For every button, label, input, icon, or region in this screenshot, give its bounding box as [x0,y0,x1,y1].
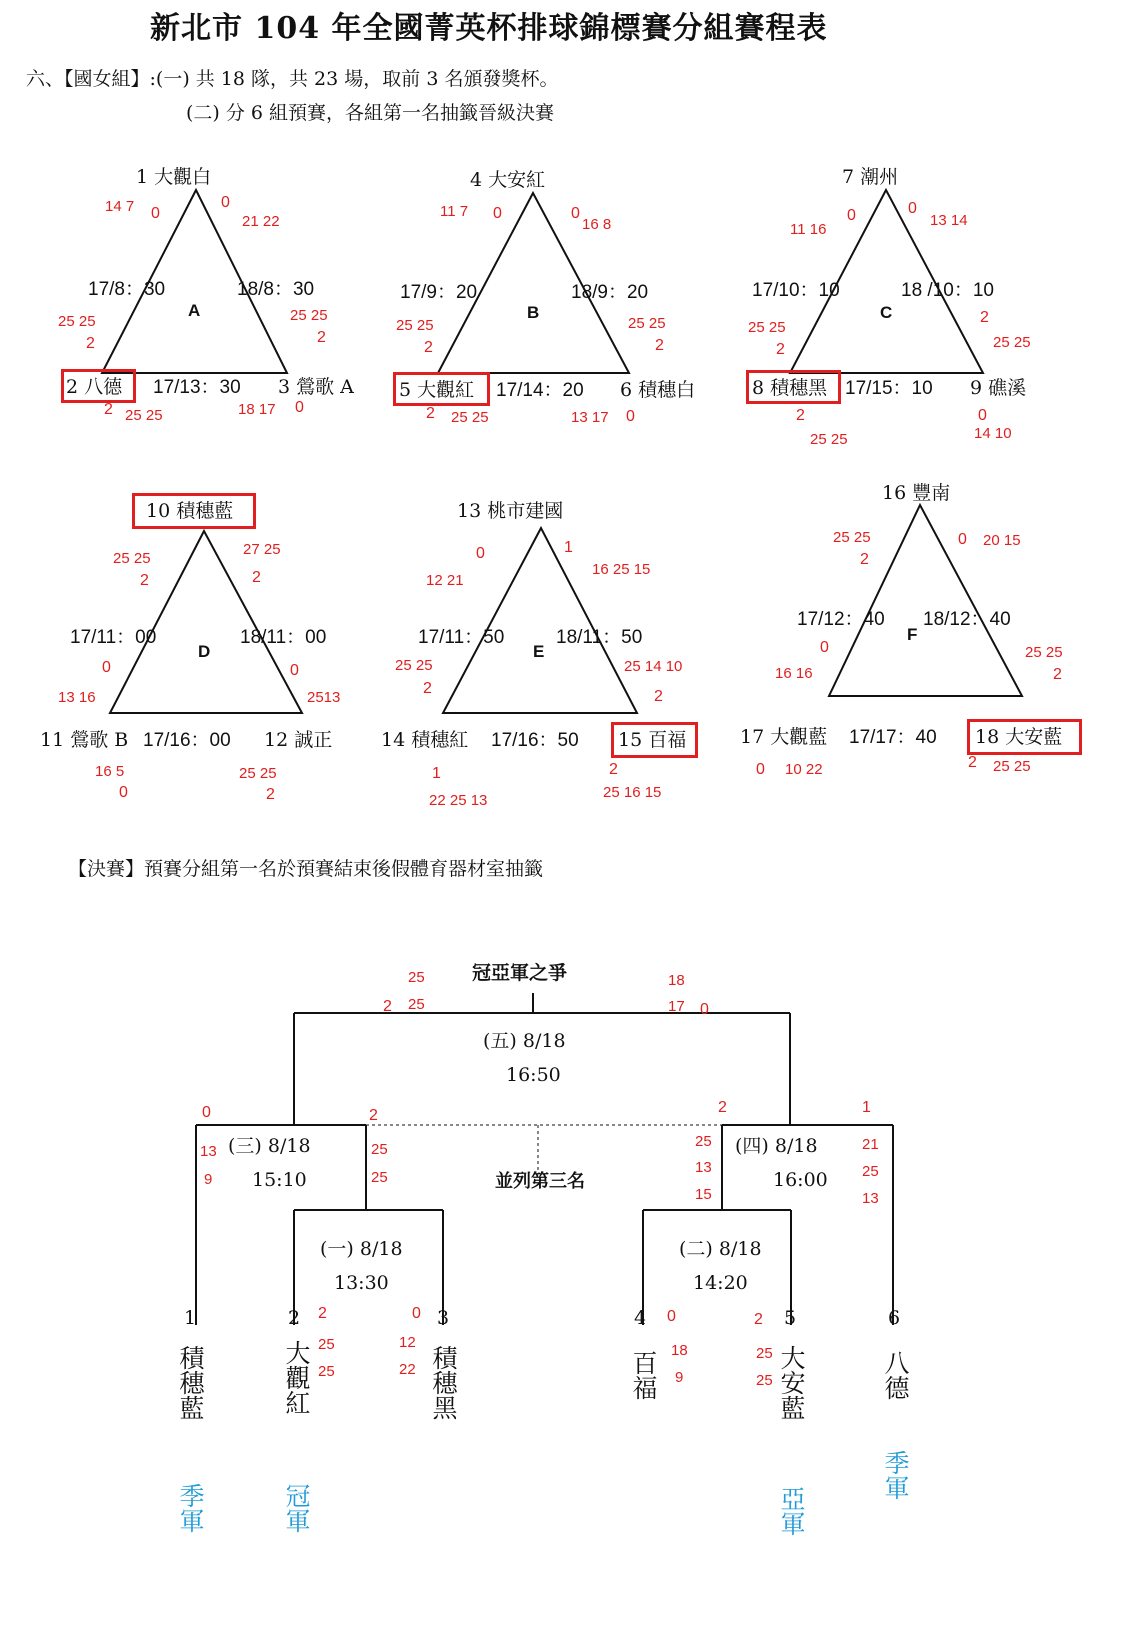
score: 25 [318,1336,335,1353]
score: 25 25 [113,550,151,567]
score: 25 25 [1025,644,1063,661]
group-e-winner-box [611,722,698,758]
score: 27 25 [243,541,281,558]
score: 0 [221,194,230,211]
score: 25 25 [628,315,666,332]
group-f-time-left: 17/12：40 [797,609,885,630]
score: 0 [667,1308,676,1325]
group-b-time-left: 17/9：20 [400,282,478,303]
group-e-left-team: 14 積穗紅 [381,729,469,751]
score: 25 25 [395,657,433,674]
slot-6-award: 季軍 [881,1450,910,1500]
score: 2 [252,569,261,586]
score: 2 [266,786,275,803]
slot-5-number: 5 [784,1307,797,1329]
score: 13 [862,1190,879,1207]
score: 25 [318,1363,335,1380]
score: 1 [432,765,441,782]
match-5-time: 16:50 [506,1064,561,1086]
score: 0 [820,639,829,656]
score: 2 [980,309,989,326]
score: 11 7 [440,203,469,220]
group-d-time-right: 18/11：00 [240,627,327,648]
score: 16 8 [582,216,612,233]
score: 2 [654,688,663,705]
score: 0 [476,545,485,562]
score: 9 [675,1369,684,1386]
group-d-time-bottom: 17/16：00 [143,730,231,751]
group-c-time-left: 17/10：10 [752,280,840,301]
group-a-top-team: 1 大觀白 [136,166,212,188]
score: 2 [1053,666,1062,683]
slot-2-award: 冠軍 [282,1483,311,1533]
score: 2513 [307,689,341,706]
group-a-left-team: 2 八德 [66,376,123,398]
group-d-right-team: 12 誠正 [264,729,333,751]
score: 0 [202,1104,211,1121]
score: 2 [318,1305,327,1322]
finals-note: 【決賽】預賽分組第一名於預賽結束後假體育器材室抽籤 [68,858,544,880]
group-f-left-team: 17 大觀藍 [740,726,828,748]
score: 2 [968,754,977,771]
score: 17 [668,998,685,1015]
match-4-time: 16:00 [773,1169,828,1191]
group-b-right-team: 6 積穗白 [620,379,696,401]
score: 9 [204,1171,213,1188]
group-a-time-right: 18/8：30 [237,279,315,300]
match-4-label: (四) 8/18 [735,1135,818,1157]
score: 2 [609,761,618,778]
score: 21 22 [242,213,280,230]
score: 0 [847,207,856,224]
score: 16 5 [95,763,125,780]
group-c-time-bottom: 17/15：10 [845,378,933,399]
score: 0 [958,531,967,548]
score: 25 25 [396,317,434,334]
score: 25 14 10 [624,658,683,675]
info-line-1: 六、【國女組】:(一) 共 18 隊，共 23 場，取前 3 名頒發獎杯。 [26,68,559,90]
score: 13 [200,1143,217,1160]
score: 18 [671,1342,688,1359]
score: 0 [756,761,765,778]
group-e-right-team: 15 百福 [618,729,687,751]
info-line-2: (二) 分 6 組預賽，各組第一名抽籤晉級決賽 [186,102,555,124]
slot-5-award: 亞軍 [777,1486,806,1536]
score: 2 [718,1099,727,1116]
score: 25 25 [993,334,1031,351]
slot-6-team-name: 八德 [881,1350,910,1400]
score: 2 [104,401,113,418]
score: 0 [151,205,160,222]
score: 2 [796,407,805,424]
group-c-left-team: 8 積穗黑 [752,377,828,399]
group-e-time-right: 18/11：50 [556,627,643,648]
score: 2 [424,339,433,356]
score: 0 [493,205,502,222]
score: 2 [776,341,785,358]
score: 0 [119,784,128,801]
match-3-label: (三) 8/18 [228,1135,311,1157]
score: 13 14 [930,212,968,229]
group-c-top-team: 7 潮州 [842,166,899,188]
score: 25 [408,996,425,1013]
score: 18 [668,972,685,989]
match-3-time: 15:10 [252,1169,307,1191]
score: 2 [860,551,869,568]
score: 2 [369,1107,378,1124]
score: 2 [140,572,149,589]
group-b-left-team: 5 大觀紅 [399,379,475,401]
group-e-time-left: 17/11：50 [418,627,505,648]
score: 12 [399,1334,416,1351]
score: 25 25 [58,313,96,330]
group-b-time-bottom: 17/14：20 [496,380,584,401]
score: 0 [700,1001,709,1018]
score: 1 [564,539,573,556]
score: 0 [626,408,635,425]
score: 25 [756,1372,773,1389]
score: 2 [423,680,432,697]
score: 14 7 [105,198,135,215]
score: 13 16 [58,689,96,706]
score: 14 10 [974,425,1012,442]
slot-1-award: 季軍 [176,1483,205,1533]
score: 0 [295,399,304,416]
score: 13 [695,1159,712,1176]
group-d-time-left: 17/11：00 [70,627,157,648]
score: 25 25 [810,431,848,448]
group-e-time-bottom: 17/16：50 [491,730,579,751]
group-d-winner-box [132,493,256,529]
group-f-label: F [907,625,918,644]
group-a-time-left: 17/8：30 [88,279,166,300]
score: 20 15 [983,532,1021,549]
score: 12 21 [426,572,464,589]
group-e-top-team: 13 桃市建國 [457,500,564,522]
group-b-time-right: 18/9：20 [571,282,649,303]
score: 18 17 [238,401,276,418]
score: 25 16 15 [603,784,662,801]
score: 10 22 [785,761,823,778]
score: 25 [756,1345,773,1362]
score: 22 25 13 [429,792,488,809]
group-c-right-team: 9 礁溪 [970,377,1027,399]
slot-3-number: 3 [437,1307,450,1329]
group-f-right-team: 18 大安藍 [975,726,1063,748]
score: 0 [571,205,580,222]
score: 25 25 [748,319,786,336]
match-2-time: 14:20 [693,1272,748,1294]
group-a-right-team: 3 鶯歌 A [278,376,354,398]
score: 22 [399,1361,416,1378]
group-b-top-team: 4 大安紅 [470,169,546,191]
slot-2-number: 2 [288,1307,301,1329]
slot-5-team-name: 大安藍 [777,1345,806,1420]
score: 11 16 [790,221,827,238]
score: 25 [371,1169,388,1186]
score: 2 [754,1311,763,1328]
score: 21 [862,1136,879,1153]
match-1-time: 13:30 [334,1272,389,1294]
score: 25 25 [993,758,1031,775]
score: 0 [102,659,111,676]
score: 2 [383,998,392,1015]
score: 0 [978,407,987,424]
page-title: 新北市 104 年全國菁英杯排球錦標賽分組賽程表 [150,11,828,46]
group-f-winner-box [967,719,1082,755]
group-d-top-team: 10 積穗藍 [146,500,234,522]
slot-6-number: 6 [888,1307,901,1329]
score: 25 [371,1141,388,1158]
group-a-time-bottom: 17/13：30 [153,377,241,398]
score: 25 25 [239,765,277,782]
match-5-label: (五) 8/18 [483,1030,566,1052]
score: 0 [412,1305,421,1322]
score: 25 25 [125,407,163,424]
score: 25 25 [451,409,489,426]
slot-3-team-name: 積穗黑 [429,1345,458,1420]
group-e-label: E [533,642,545,661]
score: 25 25 [290,307,328,324]
match-1-label: (一) 8/18 [320,1238,403,1260]
score: 25 [408,969,425,986]
score: 25 [862,1163,879,1180]
final-match-label: 冠亞軍之爭 [472,963,568,984]
match-2-label: (二) 8/18 [679,1238,762,1260]
score: 0 [290,662,299,679]
score: 0 [908,200,917,217]
group-b-label: B [527,303,540,322]
group-c-winner-box [746,370,841,404]
slot-1-number: 1 [184,1307,197,1329]
slot-2-team-name: 大觀紅 [282,1340,311,1415]
score: 25 [695,1133,712,1150]
score: 1 [862,1099,871,1116]
slot-4-number: 4 [634,1307,647,1329]
group-a-winner-box [61,369,136,403]
group-b-winner-box [393,372,490,406]
score: 16 25 15 [592,561,651,578]
group-c-label: C [880,303,893,322]
score: 2 [317,329,326,346]
score: 2 [655,337,664,354]
score: 16 16 [775,665,813,682]
group-d-left-team: 11 鶯歌 B [40,729,129,751]
group-f-time-right: 18/12：40 [923,609,1011,630]
group-a-label: A [188,301,201,320]
slot-1-team-name: 積穗藍 [176,1345,205,1420]
group-f-time-bottom: 17/17：40 [849,727,937,748]
slot-4-team-name: 百福 [629,1350,658,1400]
score: 13 17 [571,409,609,426]
score: 15 [695,1186,712,1203]
score: 2 [86,335,95,352]
group-c-time-right: 18 /10：10 [901,280,994,301]
group-f-top-team: 16 豐南 [882,482,951,504]
triangle-group-e [443,528,637,713]
score: 2 [426,405,435,422]
score: 25 25 [833,529,871,546]
third-place-label: 並列第三名 [495,1171,585,1191]
group-d-label: D [198,642,211,661]
